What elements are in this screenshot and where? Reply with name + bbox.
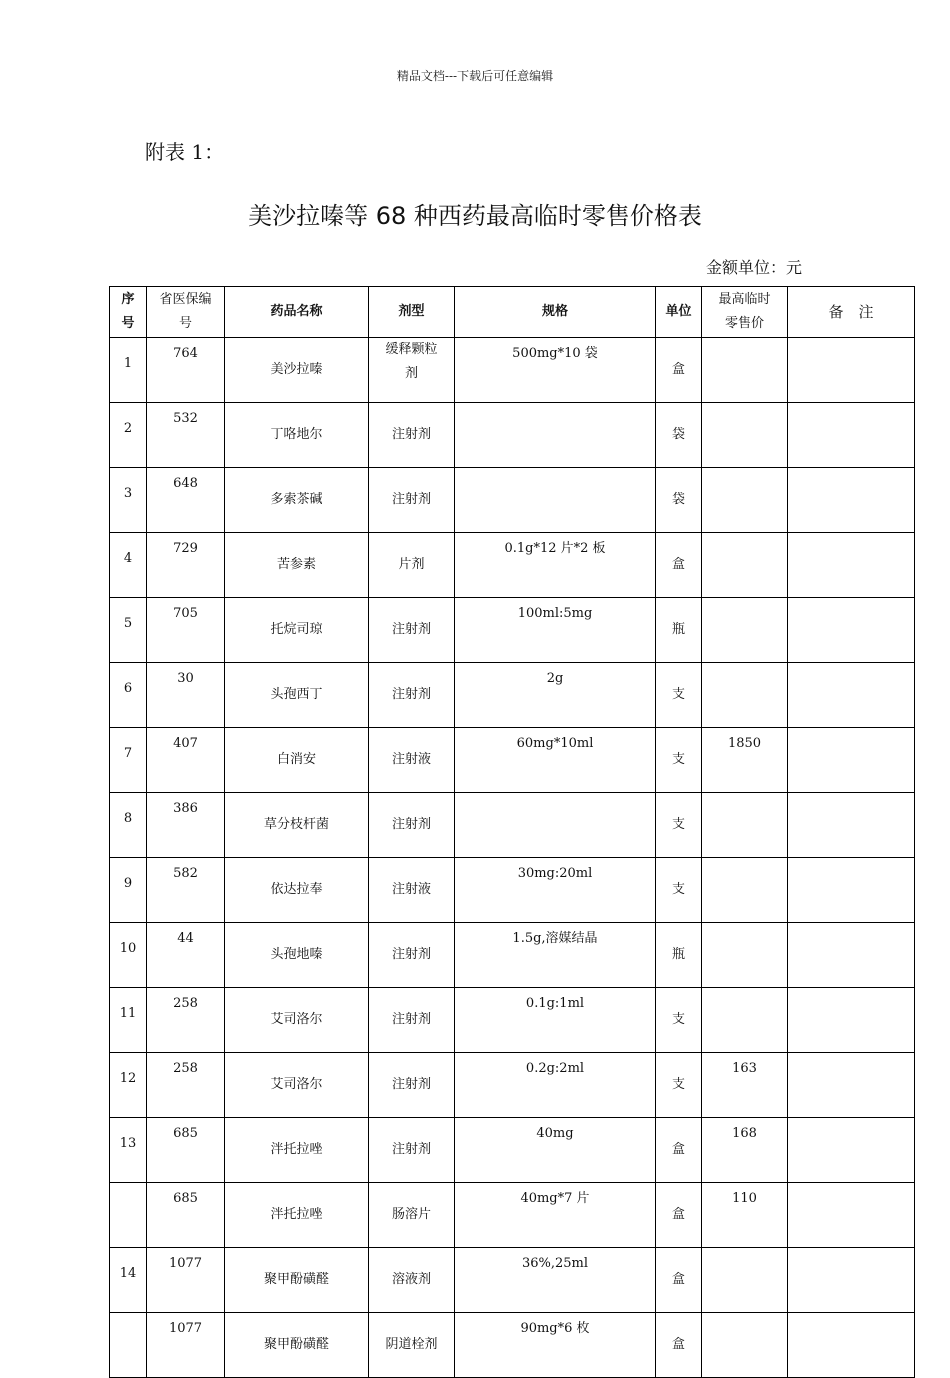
cell-form: 注射剂 (369, 1053, 455, 1118)
cell-price (702, 1313, 788, 1378)
cell-seq: 1 (110, 338, 147, 403)
cell-unit: 瓶 (656, 598, 702, 663)
cell-spec: 30mg:20ml (455, 858, 656, 923)
cell-name: 泮托拉唑 (225, 1118, 369, 1183)
cell-spec (455, 468, 656, 533)
cell-code: 685 (147, 1118, 225, 1183)
cell-name: 聚甲酚磺醛 (225, 1313, 369, 1378)
cell-price: 1850 (702, 728, 788, 793)
cell-unit: 支 (656, 728, 702, 793)
cell-seq (110, 1183, 147, 1248)
cell-form: 注射液 (369, 728, 455, 793)
cell-price (702, 403, 788, 468)
cell-seq: 7 (110, 728, 147, 793)
cell-remark (788, 468, 915, 533)
cell-unit: 袋 (656, 403, 702, 468)
cell-unit: 支 (656, 1053, 702, 1118)
cell-seq: 13 (110, 1118, 147, 1183)
cell-code: 1077 (147, 1248, 225, 1313)
cell-code: 685 (147, 1183, 225, 1248)
cell-remark (788, 1313, 915, 1378)
cell-remark (788, 793, 915, 858)
cell-remark (788, 923, 915, 988)
cell-remark (788, 533, 915, 598)
cell-code: 705 (147, 598, 225, 663)
table-row (110, 403, 915, 468)
cell-form: 注射剂 (369, 663, 455, 728)
cell-form: 注射剂 (369, 793, 455, 858)
cell-code: 532 (147, 403, 225, 468)
table-row (110, 923, 915, 988)
cell-name: 泮托拉唑 (225, 1183, 369, 1248)
table-row (110, 338, 915, 403)
cell-spec (455, 793, 656, 858)
cell-unit: 盒 (656, 1183, 702, 1248)
cell-spec: 500mg*10 袋 (455, 338, 656, 403)
cell-seq: 9 (110, 858, 147, 923)
cell-seq: 12 (110, 1053, 147, 1118)
table-row (110, 468, 915, 533)
table-row (110, 1053, 915, 1118)
cell-unit: 袋 (656, 468, 702, 533)
table-row (110, 728, 915, 793)
cell-remark (788, 858, 915, 923)
cell-name: 苦参素 (225, 533, 369, 598)
col-header-spec: 规格 (455, 287, 656, 338)
cell-remark (788, 1053, 915, 1118)
cell-seq: 14 (110, 1248, 147, 1313)
cell-code: 258 (147, 988, 225, 1053)
cell-price (702, 1248, 788, 1313)
cell-seq: 6 (110, 663, 147, 728)
cell-form: 缓释颗粒 剂 (369, 338, 455, 403)
cell-spec: 0.1g:1ml (455, 988, 656, 1053)
cell-name: 艾司洛尔 (225, 988, 369, 1053)
table-row (110, 1248, 915, 1313)
cell-spec: 100ml:5mg (455, 598, 656, 663)
cell-code: 764 (147, 338, 225, 403)
cell-spec: 90mg*6 枚 (455, 1313, 656, 1378)
cell-remark (788, 403, 915, 468)
cell-form: 注射剂 (369, 1118, 455, 1183)
cell-name: 草分枝杆菌 (225, 793, 369, 858)
attachment-label: 附表 1： (145, 140, 225, 164)
cell-remark (788, 1183, 915, 1248)
cell-form: 注射剂 (369, 468, 455, 533)
cell-form: 注射剂 (369, 403, 455, 468)
cell-price (702, 793, 788, 858)
cell-seq: 11 (110, 988, 147, 1053)
cell-unit: 支 (656, 663, 702, 728)
cell-remark (788, 598, 915, 663)
col-header-seq: 序 号 (110, 287, 147, 338)
cell-seq: 5 (110, 598, 147, 663)
cell-spec: 1.5g,溶媒结晶 (455, 923, 656, 988)
price-table (109, 286, 915, 1378)
page-title: 美沙拉嗪等 68 种西药最高临时零售价格表 (248, 202, 702, 230)
cell-price (702, 858, 788, 923)
cell-price (702, 338, 788, 403)
cell-price (702, 923, 788, 988)
cell-price (702, 988, 788, 1053)
cell-spec: 60mg*10ml (455, 728, 656, 793)
table-row (110, 1313, 915, 1378)
header-note: 精品文档---下载后可任意编辑 (396, 69, 554, 83)
cell-seq: 3 (110, 468, 147, 533)
cell-code: 407 (147, 728, 225, 793)
cell-code: 30 (147, 663, 225, 728)
cell-spec: 36%,25ml (455, 1248, 656, 1313)
cell-code: 582 (147, 858, 225, 923)
cell-price: 163 (702, 1053, 788, 1118)
cell-unit: 瓶 (656, 923, 702, 988)
cell-name: 艾司洛尔 (225, 1053, 369, 1118)
cell-code: 44 (147, 923, 225, 988)
cell-form: 肠溶片 (369, 1183, 455, 1248)
cell-name: 依达拉奉 (225, 858, 369, 923)
table-row (110, 793, 915, 858)
cell-price: 110 (702, 1183, 788, 1248)
cell-form: 注射剂 (369, 988, 455, 1053)
cell-unit: 盒 (656, 1313, 702, 1378)
cell-form: 注射剂 (369, 598, 455, 663)
cell-unit: 支 (656, 988, 702, 1053)
cell-seq: 8 (110, 793, 147, 858)
cell-unit: 盒 (656, 1248, 702, 1313)
table-row (110, 663, 915, 728)
cell-form: 注射剂 (369, 923, 455, 988)
cell-unit: 支 (656, 793, 702, 858)
cell-price: 168 (702, 1118, 788, 1183)
table-row (110, 598, 915, 663)
cell-unit: 盒 (656, 533, 702, 598)
cell-remark (788, 663, 915, 728)
cell-name: 头孢西丁 (225, 663, 369, 728)
cell-seq: 2 (110, 403, 147, 468)
cell-spec (455, 403, 656, 468)
cell-remark (788, 1118, 915, 1183)
table-header-row (110, 287, 915, 338)
table-row (110, 858, 915, 923)
cell-code: 729 (147, 533, 225, 598)
cell-price (702, 468, 788, 533)
cell-form: 阴道栓剂 (369, 1313, 455, 1378)
cell-code: 648 (147, 468, 225, 533)
cell-remark (788, 338, 915, 403)
cell-name: 托烷司琼 (225, 598, 369, 663)
cell-spec: 0.1g*12 片*2 板 (455, 533, 656, 598)
col-header-remark: 备 注 (788, 287, 915, 338)
cell-spec: 2g (455, 663, 656, 728)
cell-name: 聚甲酚磺醛 (225, 1248, 369, 1313)
cell-name: 多索茶碱 (225, 468, 369, 533)
col-header-price: 最高临时 零售价 (702, 287, 788, 338)
table-body (110, 338, 915, 1378)
cell-remark (788, 988, 915, 1053)
table-row (110, 1118, 915, 1183)
table-row (110, 988, 915, 1053)
cell-name: 头孢地嗪 (225, 923, 369, 988)
cell-code: 258 (147, 1053, 225, 1118)
cell-form: 溶液剂 (369, 1248, 455, 1313)
cell-form: 片剂 (369, 533, 455, 598)
cell-remark (788, 728, 915, 793)
cell-price (702, 598, 788, 663)
cell-spec: 0.2g:2ml (455, 1053, 656, 1118)
cell-spec: 40mg (455, 1118, 656, 1183)
amount-unit-note: 金额单位：元 (706, 258, 803, 277)
cell-seq: 4 (110, 533, 147, 598)
cell-name: 白消安 (225, 728, 369, 793)
col-header-unit: 单位 (656, 287, 702, 338)
col-header-code: 省医保编 号 (147, 287, 225, 338)
cell-seq: 10 (110, 923, 147, 988)
col-header-form: 剂型 (369, 287, 455, 338)
cell-code: 1077 (147, 1313, 225, 1378)
col-header-name: 药品名称 (225, 287, 369, 338)
cell-form: 注射液 (369, 858, 455, 923)
cell-name: 丁咯地尔 (225, 403, 369, 468)
cell-unit: 支 (656, 858, 702, 923)
cell-spec: 40mg*7 片 (455, 1183, 656, 1248)
cell-name: 美沙拉嗪 (225, 338, 369, 403)
cell-unit: 盒 (656, 338, 702, 403)
table-row (110, 533, 915, 598)
cell-price (702, 533, 788, 598)
cell-remark (788, 1248, 915, 1313)
cell-price (702, 663, 788, 728)
cell-unit: 盒 (656, 1118, 702, 1183)
cell-seq (110, 1313, 147, 1378)
cell-code: 386 (147, 793, 225, 858)
table-row (110, 1183, 915, 1248)
